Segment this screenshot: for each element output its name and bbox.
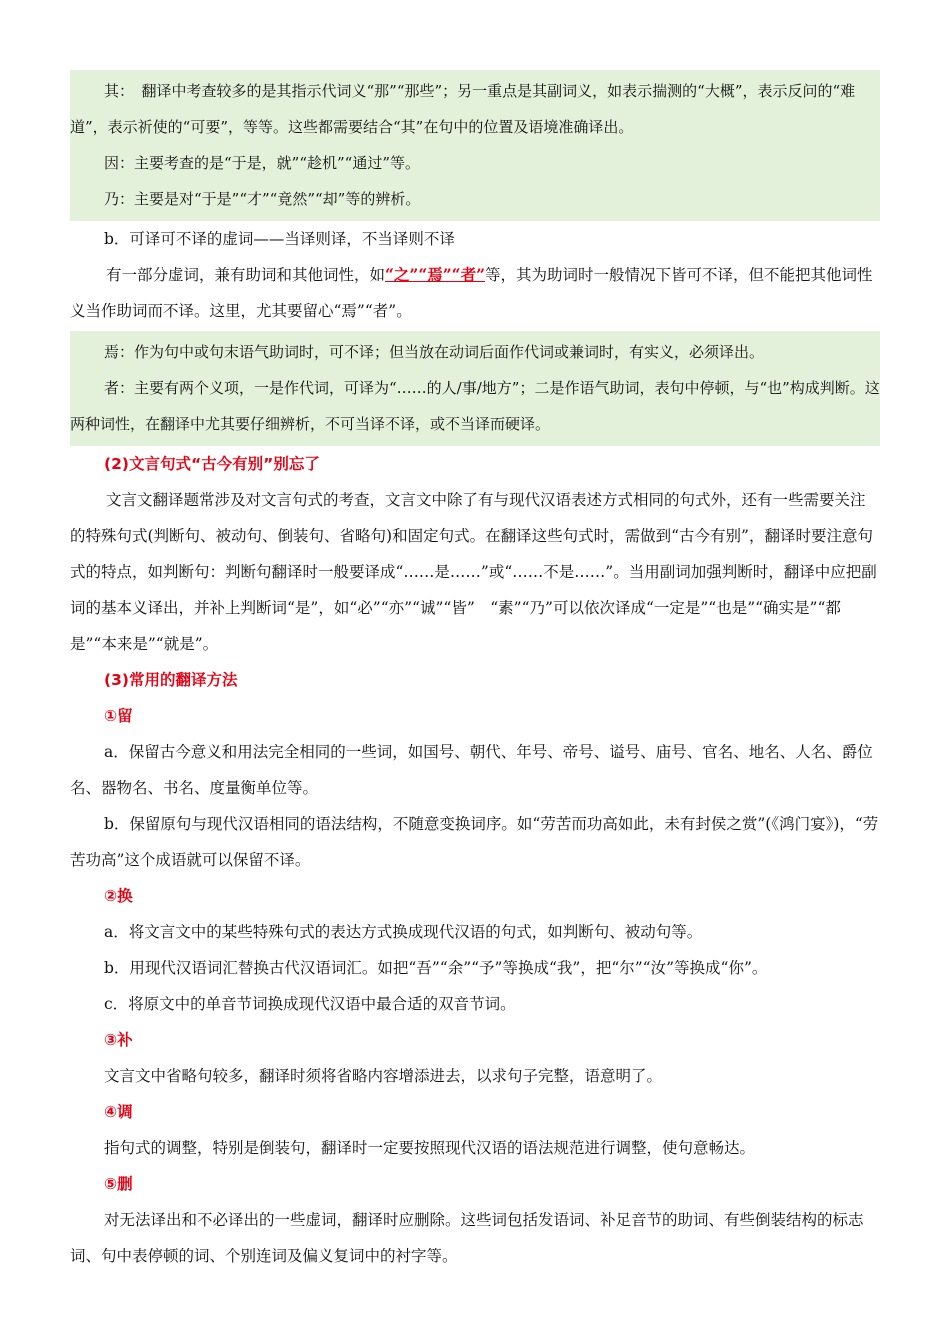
method-shan-text: 对无法译出和不必译出的一些虚词，翻译时应删除。这些词包括发语词、补足音节的助词、有些倒装结构的标志词、句中表停顿的词、个别连词及偏义复词中的衬字等。 — [70, 1211, 864, 1265]
note-zhe: 者：主要有两个义项，一是作代词，可译为“……的人/事/地方”；二是作语气助词，表句中停顿，与“也”构成判断。这两种词性，在翻译中尤其要仔细辨析，不可当译不译，或不当译而硬译。 — [70, 379, 880, 433]
method-shan-title: ⑤删 — [104, 1175, 133, 1193]
method-huan-b: b．用现代汉语词汇替换古代汉语词汇。如把“吾”“余”“予”等换成“我”，把“尔”“汝”等换成“你”。 — [104, 959, 768, 977]
method-liu-b: b．保留原句与现代汉语相同的语法结构，不随意变换词序。如“劳苦而功高如此，未有封侯之赏”(《鸿门宴》)，“劳苦功高”这个成语就可以保留不译。 — [70, 815, 879, 869]
note-yan: 焉：作为句中或句末语气助词时，可不译；但当放在动词后面作代词或兼词时，有实义，必须译出。 — [104, 343, 765, 361]
method-tiao-title: ④调 — [104, 1103, 133, 1121]
note-box-qi-yin-nai — [70, 70, 880, 221]
para-xuci — [70, 257, 880, 329]
para-xuci-pre: 有一部分虚词，兼有助词和其他词性，如 — [106, 266, 386, 284]
note-qi: 其： 翻译中考查较多的是其指示代词义“那”“那些”；另一重点是其副词义，如表示揣测的“大概”，表示反问的“难道”，表示祈使的“可要”，等等。这些都需要结合“其”在句中的位置及语境准确译出。 — [70, 82, 856, 136]
heading-3: (3)常用的翻译方法 — [104, 671, 238, 689]
method-huan-c: c．将原文中的单音节词换成现代汉语中最合适的双音节词。 — [104, 995, 516, 1013]
method-tiao-text: 指句式的调整，特别是倒装句，翻译时一定要按照现代汉语的语法规范进行调整，使句意畅达。 — [104, 1139, 756, 1157]
para-jushi: 文言文翻译题常涉及对文言句式的考查，文言文中除了有与现代汉语表述方式相同的句式外，还有一些需要关注的特殊句式(判断句、被动句、倒装句、省略句)和固定句式。在翻译这些句式时，需做到“古今有别”，翻译时要注意句式的特点，如判断句：判断句翻译时一般要译成“……是……”或“……不是……”。当用副词加强判断时，翻译中应把副词的基本义译出，并补上判断词“是”，如“必”“亦”“诚”“皆” “素”“乃”可以依次译成“一定是”“也是”“确实是”“都是”“本来是”“就是”。 — [70, 491, 877, 653]
b-line: b．可译可不译的虚词——当译则译，不当译则不译 — [104, 230, 455, 248]
method-huan-title: ②换 — [104, 887, 133, 905]
highlight-zhi-yan-zhe: “之”“焉”“者” — [385, 265, 486, 284]
note-yin: 因：主要考查的是“于是，就”“趁机”“通过”等。 — [104, 154, 421, 172]
method-bu-text: 文言文中省略句较多，翻译时须将省略内容增添进去，以求句子完整，语意明了。 — [104, 1067, 663, 1085]
note-nai: 乃：主要是对“于是”“才”“竟然”“却”等的辨析。 — [104, 190, 421, 208]
document-page — [70, 70, 880, 1274]
method-huan-a: a．将文言文中的某些特殊句式的表达方式换成现代汉语的句式，如判断句、被动句等。 — [104, 923, 703, 941]
heading-2: (2)文言句式“古今有别”别忘了 — [104, 455, 320, 473]
method-liu-title: ①留 — [104, 707, 133, 725]
method-liu-a: a．保留古今意义和用法完全相同的一些词，如国号、朝代、年号、帝号、谥号、庙号、官名、地名、人名、爵位名、器物名、书名、度量衡单位等。 — [70, 743, 873, 797]
note-box-yan-zhe — [70, 331, 880, 446]
method-bu-title: ③补 — [104, 1031, 133, 1049]
para-xuci-post: 等，其为助词时一般情况下皆可不译，但不能把其他词性义当作助词而不译。这里，尤其要留心“焉”“者”。 — [70, 266, 873, 320]
